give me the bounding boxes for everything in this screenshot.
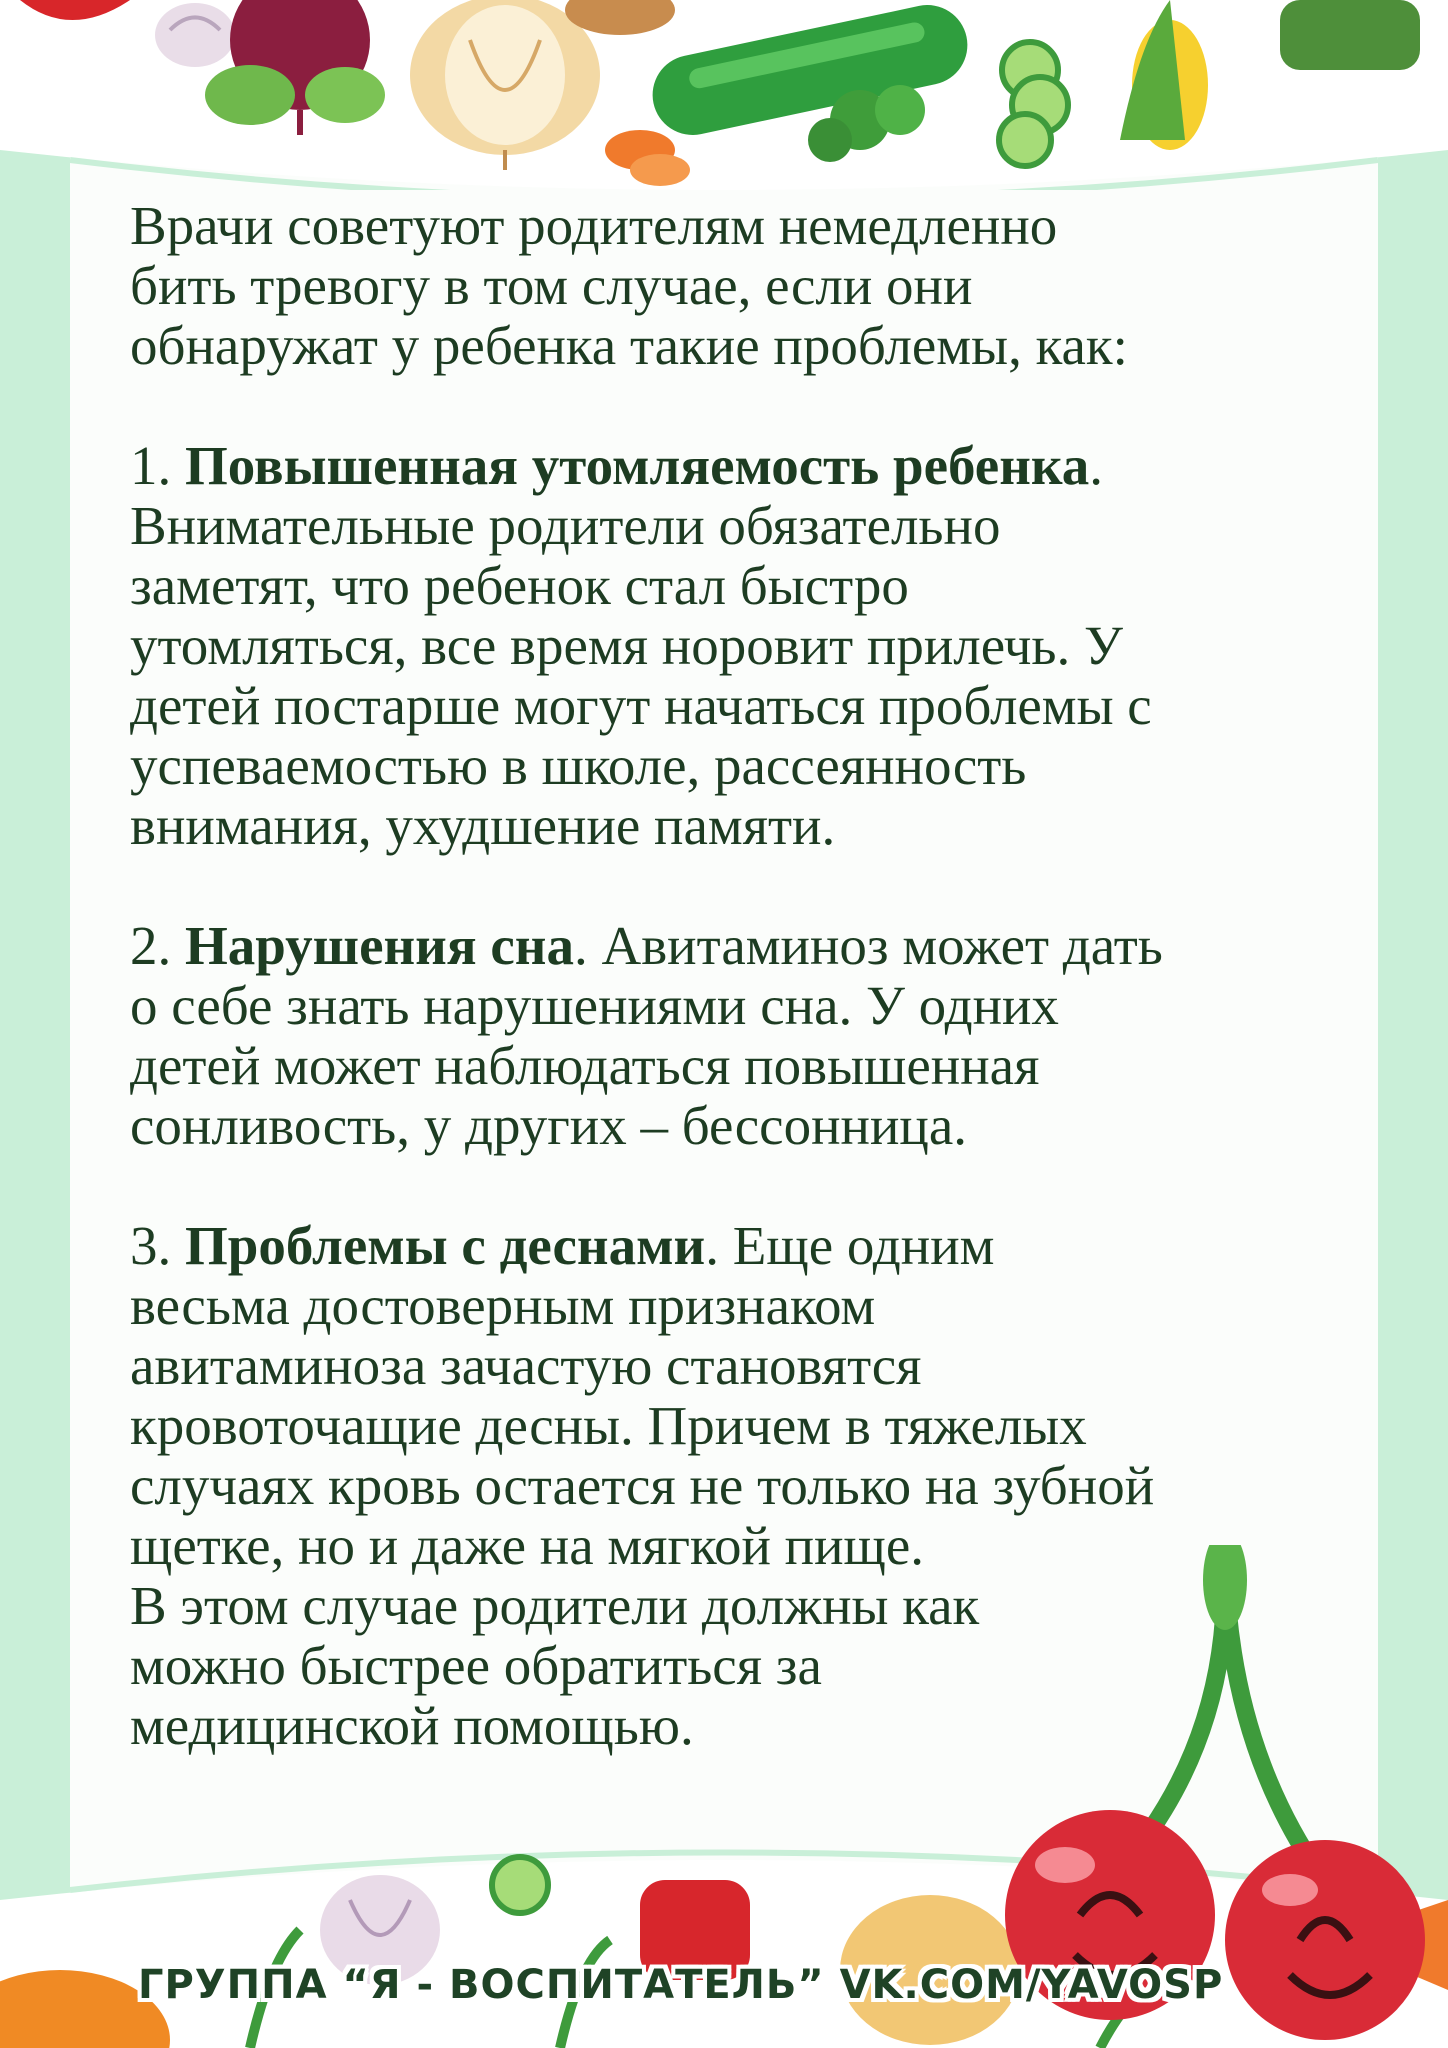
item-1-line: Внимательные родители обязательно: [130, 495, 1001, 556]
item-1-line: внимания, ухудшение памяти.: [130, 795, 836, 856]
zucchini-icon: [1280, 0, 1420, 70]
item-1-line: успеваемостью в школе, рассеянность: [130, 735, 1027, 796]
item-1-line: утомляться, все время норовит прилечь. У: [130, 615, 1123, 676]
item-2-line: детей может наблюдаться повышенная: [130, 1035, 1040, 1096]
item-1-line: детей постарше могут начаться проблемы с: [130, 675, 1152, 736]
footer-group-link: ГРУППА “Я - ВОСПИТАТЕЛЬ” VK.COM/YAVOSP: [138, 1962, 1224, 2008]
item-2-line: о себе знать нарушениями сна. У одних: [130, 975, 1059, 1036]
item-3-title: Проблемы с деснами: [185, 1215, 706, 1276]
item-3-heading: 3. Проблемы с деснами. Еще одним: [130, 1215, 995, 1276]
cucumber-slice-icon: [492, 1857, 548, 1913]
garlic-icon: [155, 3, 235, 67]
item-2-heading: 2. Нарушения сна. Авитаминоз может дать: [130, 915, 1163, 976]
item-2-line: сонливость, у других – бессонница.: [130, 1095, 967, 1156]
item-3-line: весьма достоверным признаком: [130, 1275, 876, 1336]
item-3-line: медицинской помощью.: [130, 1695, 694, 1756]
item-2-title: Нарушения сна: [185, 915, 574, 976]
top-vegetables-illustration: [0, 0, 1448, 190]
item-1-title: Повышенная утомляемость ребенка: [185, 435, 1090, 496]
item-1-line: заметят, что ребенок стал быстро: [130, 555, 909, 616]
cherry-stems-icon: [1140, 1545, 1320, 1875]
intro-line: обнаружат у ребенка такие проблемы, как:: [130, 315, 1128, 376]
item-3-line: щетке, но и даже на мягкой пище.: [130, 1515, 925, 1576]
item-3-line: можно быстрее обратиться за: [130, 1635, 822, 1696]
frame-left: [0, 0, 70, 2048]
item-3-line: В этом случае родители должны как: [130, 1575, 980, 1636]
article-text: [130, 196, 1360, 1756]
item-1-heading: 1. Повышенная утомляемость ребенка.: [130, 435, 1104, 496]
intro-line: бить тревогу в том случае, если они: [130, 255, 973, 316]
item-3-line: случаях кровь остается не только на зубной: [130, 1455, 1155, 1516]
intro-line: Врачи советуют родителям немедленно: [130, 195, 1058, 256]
item-3-line: авитаминоза зачастую становятся: [130, 1335, 922, 1396]
item-3-line: кровоточащие десны. Причем в тяжелых: [130, 1395, 1087, 1456]
cherry-right-icon: [1225, 1840, 1425, 2040]
